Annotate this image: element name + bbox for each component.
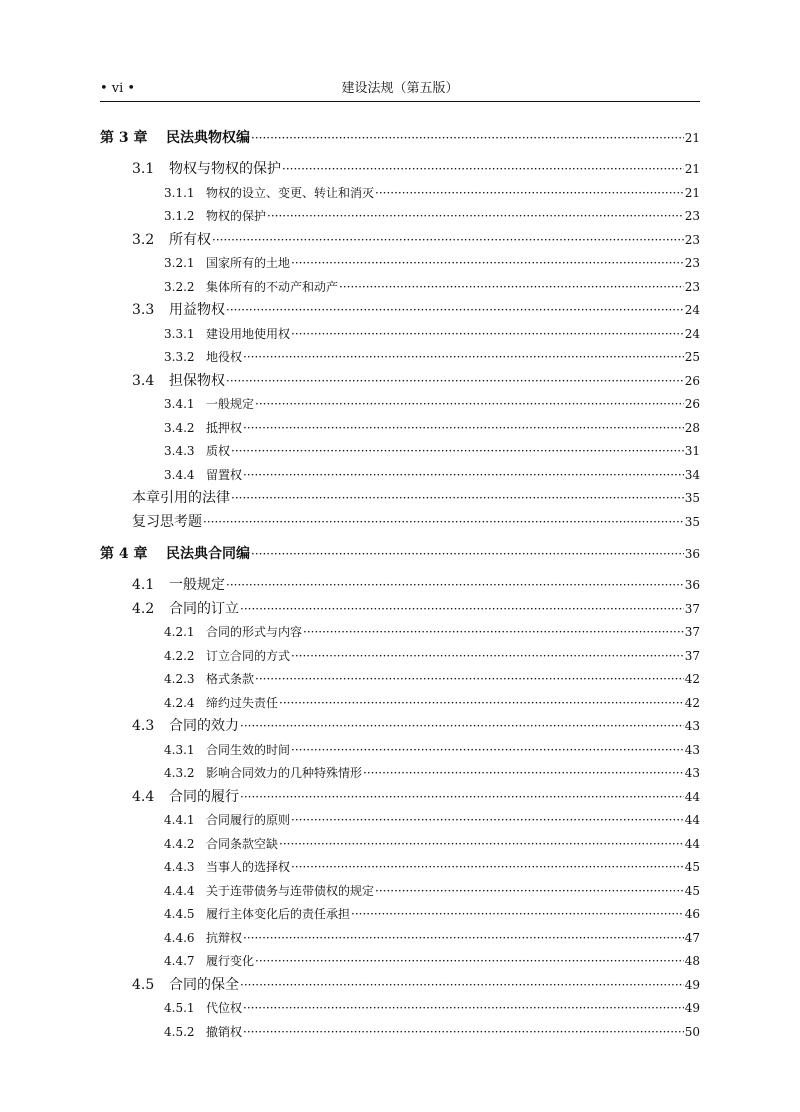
toc-entry-number: 3.2.1: [164, 256, 195, 270]
toc-entry-number: 4.5.1: [164, 1001, 195, 1015]
dot-leader: [240, 598, 684, 622]
dot-leader: [255, 393, 684, 417]
toc-entry-page-number: 49: [684, 1001, 700, 1015]
toc-entry-sub[interactable]: [100, 182, 700, 206]
toc-entry-sub[interactable]: [100, 927, 700, 951]
toc-entry-section[interactable]: [100, 786, 700, 810]
dot-leader: [243, 346, 684, 370]
toc-entry-chapter[interactable]: [100, 542, 700, 567]
toc-entry-label: [164, 440, 230, 464]
toc-entry-number: 3.2.2: [164, 279, 195, 294]
toc-entry-label: [132, 229, 211, 253]
toc-entry-page-number: 49: [684, 977, 700, 992]
toc-entry-number: 3.1: [132, 161, 155, 177]
toc-entry-section[interactable]: [100, 574, 700, 598]
toc-entry-label: [164, 323, 290, 347]
toc-entry-sub[interactable]: [100, 417, 700, 441]
dot-leader: [226, 370, 684, 394]
toc-entry-page-number: 25: [684, 350, 700, 364]
toc-entry-label: [164, 276, 338, 300]
toc-entry-label: [132, 511, 202, 535]
toc-entry-page-number: 23: [684, 279, 700, 294]
toc-entry-section[interactable]: [100, 598, 700, 622]
toc-entry-number: 3.1.2: [164, 209, 195, 223]
dot-leader: [291, 739, 684, 763]
toc-entry-page-number: 21: [684, 131, 700, 145]
toc-entry-sub[interactable]: [100, 205, 700, 229]
toc-entry-label: [164, 880, 374, 904]
toc-entry-title: 影响合同效力的几种特殊情形: [206, 766, 363, 780]
toc-entry-title: 集体所有的不动产和动产: [206, 279, 339, 294]
toc-entry-page-number: 28: [684, 420, 700, 435]
toc-entry-number: 4.3.1: [164, 742, 195, 757]
toc-entry-label: [132, 715, 239, 739]
toc-entry-section[interactable]: [100, 299, 700, 323]
toc-entry-page-number: 48: [684, 954, 700, 968]
toc-entry-number: 4.3: [132, 718, 155, 734]
dot-leader: [255, 950, 684, 974]
toc-entry-title: 履行变化: [206, 954, 255, 968]
toc-entry-sub[interactable]: [100, 950, 700, 974]
dot-leader: [243, 417, 684, 441]
toc-entry-label: [164, 182, 374, 206]
toc-entry-number: 4.5: [132, 976, 155, 993]
toc-entry-number: 第 4 章: [100, 546, 148, 562]
running-header: [100, 78, 700, 100]
toc-entry-title: 物权与物权的保护: [169, 161, 281, 177]
toc-entry-page-number: 43: [684, 719, 700, 733]
toc-entry-number: 4.5.2: [164, 1024, 195, 1039]
toc-entry-title: 合同的效力: [169, 718, 239, 734]
dot-leader: [291, 252, 684, 276]
toc-entry-page-number: 37: [684, 625, 700, 639]
toc-entry-label: [164, 927, 242, 951]
dot-leader: [279, 833, 684, 857]
dot-leader: [291, 809, 684, 833]
toc-entry-page-number: 42: [684, 695, 700, 710]
toc-entry-page-number: 37: [684, 601, 700, 616]
toc-entry-sub[interactable]: [100, 856, 700, 880]
toc-entry-label: [164, 833, 278, 857]
dot-leader: [303, 621, 684, 645]
toc-entry-page-number: 23: [684, 209, 700, 223]
toc-entry-sub[interactable]: [100, 833, 700, 857]
toc-entry-label: [132, 158, 281, 182]
toc-entry-title: 建设用地使用权: [206, 326, 291, 341]
toc-entry-page-number: 34: [684, 467, 700, 482]
toc-entry-label: [164, 668, 254, 692]
toc-entry-label: [132, 487, 230, 511]
toc-entry-number: 4.2.3: [164, 672, 195, 686]
toc-entry-title: 复习思考题: [132, 513, 202, 530]
toc-entry-title: 物权的保护: [206, 209, 267, 223]
toc-entry-sub[interactable]: [100, 276, 700, 300]
toc-entry-number: 3.4.1: [164, 397, 195, 411]
dot-leader: [291, 323, 684, 347]
dot-leader: [243, 927, 684, 951]
toc-entry-extra[interactable]: [100, 487, 700, 511]
dot-leader: [240, 715, 684, 739]
dot-leader: [212, 229, 684, 253]
toc-entry-sub[interactable]: [100, 393, 700, 417]
dot-leader: [339, 276, 684, 300]
toc-entry-title: 用益物权: [169, 302, 225, 318]
dot-leader: [363, 762, 684, 786]
toc-entry-number: 4.2.4: [164, 695, 195, 710]
toc-entry-page-number: 36: [684, 578, 700, 592]
dot-leader: [203, 511, 684, 535]
toc-entry-title: 撤销权: [206, 1024, 243, 1039]
dot-leader: [231, 440, 684, 464]
toc-entry-number: 4.4.1: [164, 813, 195, 827]
toc-entry-title: 合同的保全: [169, 976, 239, 993]
dot-leader: [243, 464, 684, 488]
toc-entry-number: 4.1: [132, 577, 155, 593]
toc-entry-page-number: 23: [684, 256, 700, 270]
toc-entry-page-number: 43: [684, 742, 700, 757]
dot-leader: [267, 205, 684, 229]
table-of-contents: [100, 126, 700, 1044]
toc-entry-page-number: 47: [684, 930, 700, 945]
toc-entry-sub[interactable]: [100, 440, 700, 464]
toc-entry-page-number: 21: [684, 162, 700, 176]
toc-entry-label: [164, 205, 266, 229]
toc-entry-page-number: 37: [684, 648, 700, 663]
toc-entry-page-number: 44: [684, 813, 700, 827]
toc-entry-number: 4.4.3: [164, 860, 195, 874]
toc-entry-number: 3.4.4: [164, 467, 195, 482]
toc-entry-title: 履行主体变化后的责任承担: [206, 907, 351, 921]
toc-entry-section[interactable]: [100, 229, 700, 253]
toc-entry-sub[interactable]: [100, 464, 700, 488]
toc-entry-label: [164, 464, 242, 488]
toc-entry-number: 3.3: [132, 302, 155, 318]
toc-entry-label: [164, 809, 290, 833]
dot-leader: [251, 542, 684, 567]
toc-entry-label: [132, 574, 225, 598]
toc-entry-section[interactable]: [100, 715, 700, 739]
toc-entry-sub[interactable]: [100, 346, 700, 370]
toc-entry-title: 抵押权: [206, 420, 243, 435]
toc-entry-label: [164, 997, 242, 1021]
toc-entry-title: 担保物权: [169, 372, 225, 389]
toc-entry-label: [164, 252, 290, 276]
toc-entry-label: [132, 786, 239, 810]
toc-entry-section[interactable]: [100, 370, 700, 394]
toc-entry-title: 民法典物权编: [166, 130, 250, 146]
toc-entry-number: 4.3.2: [164, 766, 195, 780]
toc-entry-page-number: 26: [684, 397, 700, 411]
toc-entry-page-number: 44: [684, 789, 700, 804]
toc-entry-page-number: 35: [684, 491, 700, 505]
toc-entry-label: [164, 856, 290, 880]
toc-entry-sub[interactable]: [100, 692, 700, 716]
toc-entry-label: [100, 542, 250, 567]
toc-entry-page-number: 36: [684, 547, 700, 561]
header-rule: [100, 101, 700, 102]
toc-entry-sub[interactable]: [100, 621, 700, 645]
toc-entry-label: [164, 903, 350, 927]
toc-entry-number: 3.2: [132, 231, 155, 248]
toc-entry-title: 一般规定: [169, 577, 225, 593]
toc-entry-chapter[interactable]: [100, 126, 700, 151]
dot-leader: [226, 299, 684, 323]
toc-entry-label: [164, 950, 254, 974]
toc-entry-page-number: 24: [684, 303, 700, 317]
toc-entry-sub[interactable]: [100, 880, 700, 904]
toc-entry-number: 4.4.2: [164, 836, 195, 851]
toc-entry-number: 3.3.2: [164, 350, 195, 364]
toc-entry-title: 合同履行的原则: [206, 813, 291, 827]
toc-entry-number: 3.4: [132, 372, 155, 389]
toc-entry-number: 4.4.7: [164, 954, 195, 968]
toc-entry-label: [164, 621, 302, 645]
toc-entry-label: [164, 1021, 242, 1045]
dot-leader: [231, 487, 684, 511]
toc-entry-section[interactable]: [100, 158, 700, 182]
dot-leader: [255, 668, 684, 692]
book-title: 建设法规（第五版）: [341, 81, 459, 96]
toc-entry-page-number: 50: [684, 1024, 700, 1039]
dot-leader: [279, 692, 684, 716]
toc-entry-label: [164, 346, 242, 370]
toc-entry-page-number: 26: [684, 373, 700, 388]
toc-entry-label: [132, 598, 239, 622]
toc-entry-label: [164, 417, 242, 441]
toc-entry-label: [164, 393, 254, 417]
toc-entry-title: 合同的形式与内容: [206, 625, 303, 639]
toc-entry-title: 合同的订立: [169, 600, 239, 617]
toc-entry-page-number: 45: [684, 860, 700, 874]
toc-entry-extra[interactable]: [100, 511, 700, 535]
toc-entry-title: 所有权: [169, 231, 211, 248]
dot-leader: [291, 645, 684, 669]
toc-entry-number: 4.4: [132, 788, 155, 805]
toc-entry-page-number: 21: [684, 185, 700, 200]
toc-entry-title: 抗辩权: [206, 930, 243, 945]
toc-entry-number: 3.1.1: [164, 185, 195, 200]
toc-entry-title: 国家所有的土地: [206, 256, 291, 270]
toc-entry-sub[interactable]: [100, 903, 700, 927]
dot-leader: [226, 574, 684, 598]
toc-entry-title: 地役权: [206, 350, 243, 364]
toc-entry-number: 4.2.1: [164, 625, 195, 639]
toc-entry-label: [164, 739, 290, 763]
toc-entry-section[interactable]: [100, 974, 700, 998]
toc-entry-number: 3.4.2: [164, 420, 195, 435]
toc-entry-sub[interactable]: [100, 668, 700, 692]
dot-leader: [282, 158, 684, 182]
toc-entry-number: 4.2.2: [164, 648, 195, 663]
toc-entry-title: 一般规定: [206, 397, 255, 411]
toc-entry-title: 代位权: [206, 1001, 243, 1015]
toc-entry-label: [164, 692, 278, 716]
toc-entry-title: 民法典合同编: [166, 546, 250, 562]
toc-entry-number: 4.4.6: [164, 930, 195, 945]
toc-entry-number: 第 3 章: [100, 130, 148, 146]
toc-entry-sub[interactable]: [100, 997, 700, 1021]
dot-leader: [375, 182, 684, 206]
toc-entry-page-number: 35: [684, 514, 700, 529]
dot-leader: [351, 903, 684, 927]
toc-entry-sub[interactable]: [100, 739, 700, 763]
page-number: • vi •: [100, 81, 136, 96]
toc-entry-page-number: 43: [684, 766, 700, 780]
toc-entry-page-number: 23: [684, 232, 700, 247]
toc-entry-page-number: 46: [684, 907, 700, 921]
dot-leader: [291, 856, 684, 880]
toc-entry-sub[interactable]: [100, 323, 700, 347]
toc-entry-label: [132, 299, 225, 323]
toc-entry-page-number: 31: [684, 444, 700, 458]
dot-leader: [243, 997, 684, 1021]
toc-entry-sub[interactable]: [100, 645, 700, 669]
toc-entry-page-number: 42: [684, 672, 700, 686]
dot-leader: [240, 974, 684, 998]
toc-entry-label: [132, 370, 225, 394]
dot-leader: [240, 786, 684, 810]
toc-entry-title: 本章引用的法律: [132, 490, 230, 506]
toc-entry-title: 格式条款: [206, 672, 255, 686]
toc-entry-title: 合同的履行: [169, 788, 239, 805]
toc-entry-label: [100, 126, 250, 151]
toc-entry-title: 当事人的选择权: [206, 860, 291, 874]
toc-entry-sub[interactable]: [100, 809, 700, 833]
toc-entry-sub[interactable]: [100, 252, 700, 276]
toc-entry-page-number: 24: [684, 326, 700, 341]
toc-entry-title: 物权的设立、变更、转让和消灭: [206, 185, 375, 200]
toc-entry-title: 缔约过失责任: [206, 695, 279, 710]
toc-entry-label: [132, 974, 239, 998]
toc-entry-number: 4.4.4: [164, 883, 195, 898]
toc-entry-title: 质权: [206, 444, 231, 458]
dot-leader: [243, 1021, 684, 1045]
toc-entry-sub[interactable]: [100, 1021, 700, 1045]
toc-entry-sub[interactable]: [100, 762, 700, 786]
toc-entry-label: [164, 762, 362, 786]
toc-entry-page-number: 45: [684, 883, 700, 898]
toc-entry-title: 留置权: [206, 467, 243, 482]
toc-entry-title: 合同生效的时间: [206, 742, 291, 757]
toc-entry-number: 4.4.5: [164, 907, 195, 921]
toc-entry-title: 合同条款空缺: [206, 836, 279, 851]
toc-entry-title: 订立合同的方式: [206, 648, 291, 663]
toc-entry-title: 关于连带债务与连带债权的规定: [206, 883, 375, 898]
toc-entry-page-number: 44: [684, 836, 700, 851]
toc-entry-number: 3.4.3: [164, 444, 195, 458]
toc-entry-number: 3.3.1: [164, 326, 195, 341]
toc-entry-label: [164, 645, 290, 669]
toc-entry-number: 4.2: [132, 600, 155, 617]
dot-leader: [251, 126, 684, 151]
dot-leader: [375, 880, 684, 904]
